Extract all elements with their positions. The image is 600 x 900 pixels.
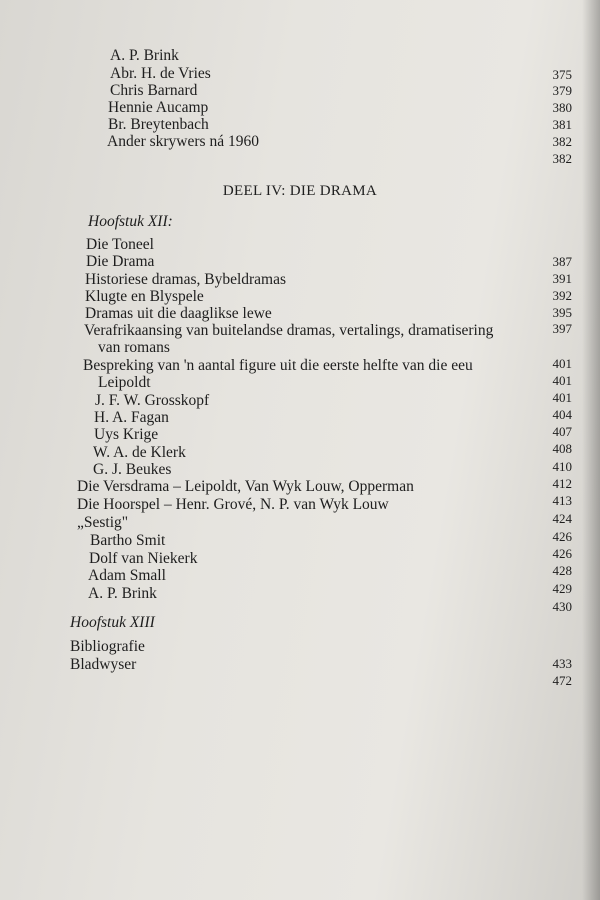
page-number: 408 (552, 441, 572, 456)
section-heading: DEEL IV: DIE DRAMA (222, 183, 378, 199)
page-number: 375 (552, 67, 572, 82)
page-number: 382 (552, 134, 572, 149)
page-number: 407 (552, 424, 572, 439)
page-number: 379 (552, 83, 572, 98)
toc-entry: Bibliografie (70, 638, 145, 655)
toc-entry: Bespreking van 'n aantal figure uit die eerste helfte van die eeu (83, 357, 473, 374)
toc-entry: Dolf van Niekerk (89, 550, 198, 567)
page-number: 430 (552, 599, 572, 614)
page-number: 391 (552, 271, 572, 286)
toc-entry: A. P. Brink (110, 47, 179, 64)
page-number: 401 (552, 390, 572, 405)
page-number: 382 (552, 151, 572, 166)
page-number: 381 (552, 117, 572, 132)
chapter-title: Hoofstuk XII: (88, 213, 173, 230)
toc-entry: Adam Small (88, 567, 166, 584)
toc-entry: G. J. Beukes (93, 461, 172, 478)
page-number: 410 (552, 459, 572, 474)
toc-entry: Die Toneel (86, 236, 154, 253)
page-number: 401 (552, 373, 572, 388)
toc-entry: Chris Barnard (110, 82, 198, 99)
toc-entry: Bartho Smit (90, 532, 166, 549)
page-number: 395 (552, 305, 572, 320)
toc-entry: Uys Krige (94, 426, 159, 443)
toc-entry: H. A. Fagan (94, 409, 169, 426)
toc-entry: W. A. de Klerk (93, 444, 186, 461)
page-number: 424 (552, 511, 572, 526)
page-number: 429 (552, 581, 572, 596)
page-number: 401 (552, 356, 572, 371)
toc-entry: Die Drama (86, 253, 155, 270)
page-number: 428 (552, 563, 572, 578)
toc-entry: Br. Breytenbach (108, 116, 209, 133)
toc-entry: Dramas uit die daaglikse lewe (85, 305, 272, 322)
page-number: 426 (552, 529, 572, 544)
toc-entry: van romans (98, 339, 170, 356)
toc-entry: Abr. H. de Vries (110, 65, 211, 82)
toc-entry: Die Versdrama – Leipoldt, Van Wyk Louw, Opperman (77, 478, 414, 495)
chapter-title: Hoofstuk XIII (70, 614, 155, 631)
toc-entry: Die Hoorspel – Henr. Grové, N. P. van Wyk Louw (77, 496, 389, 513)
toc-entry: Klugte en Blyspele (85, 288, 204, 305)
page-number: 433 (552, 656, 572, 671)
page-number: 387 (552, 254, 572, 269)
page-edge-shadow (582, 0, 600, 900)
page-number: 397 (552, 321, 572, 336)
toc-entry: Leipoldt (98, 374, 151, 391)
toc-entry: J. F. W. Grosskopf (95, 392, 210, 409)
toc-entry: Historiese dramas, Bybeldramas (85, 271, 287, 288)
page-number: 413 (552, 493, 572, 508)
toc-entry: A. P. Brink (88, 585, 157, 602)
toc-entry: Verafrikaansing van buitelandse dramas, vertalings, dramatisering (84, 322, 494, 339)
page-number: 472 (552, 673, 572, 688)
page-number: 426 (552, 546, 572, 561)
page-number: 412 (552, 476, 572, 491)
page-number: 404 (552, 407, 572, 422)
toc-entry: Ander skrywers ná 1960 (107, 133, 259, 150)
toc-entry: Hennie Aucamp (108, 99, 209, 116)
toc-entry: Bladwyser (70, 656, 137, 673)
toc-entry: „Sestig" (77, 514, 129, 531)
page-number: 392 (552, 288, 572, 303)
page-number: 380 (552, 100, 572, 115)
